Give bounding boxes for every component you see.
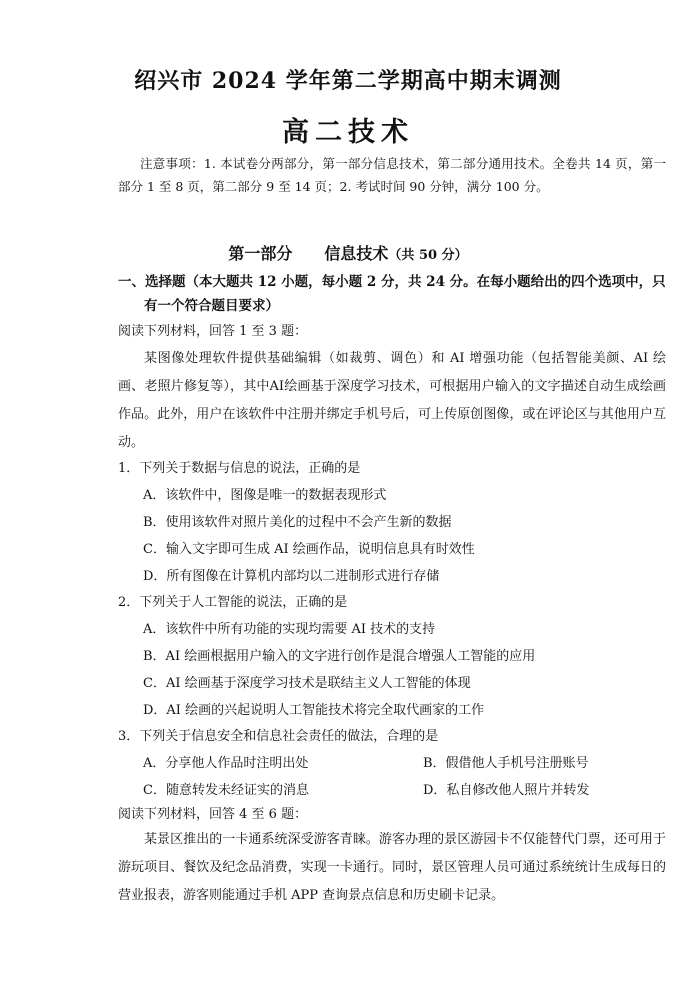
question-1-option-d: D．所有图像在计算机内部均以二进制形式进行存储 [143,569,440,584]
question-3-option-c: C．随意转发未经证实的消息 [143,783,309,798]
section-heading [118,270,666,318]
reading-intro-1: 阅读下列材料，回答 1 至 3 题： [118,324,308,339]
part-score: （共 50 分） [388,248,468,263]
part-title: 第一部分 信息技术 [228,244,389,263]
question-3-option-a: A．分享他人作品时注明出处 [143,756,309,771]
reading-intro-2: 阅读下列材料，回答 4 至 6 题： [118,807,308,822]
reading-material-2: 某景区推出的一卡通系统深受游客青睐。游客办理的景区游园卡不仅能替代门票，还可用于游玩项目、餐饮及纪念品消费，实现一卡通行。同时，景区管理人员可通过系统统计生成每日的营业报表，游客则能通过手机 APP 查询景点信息和历史刷卡记录。 [118,832,666,903]
question-3-option-d: D．私自修改他人照片并转发 [423,783,590,798]
question-2-option-d: D．AI 绘画的兴起说明人工智能技术将完全取代画家的工作 [143,703,485,718]
exam-subject: 高二技术 [282,117,414,148]
reading-material-1: 某图像处理软件提供基础编辑（如裁剪、调色）和 AI 增强功能（包括智能美颜、AI 绘画、老照片修复等），其中AI绘画基于深度学习技术，可根据用户输入的文字描述自动生成绘画作品。此外，用户在该软件中注册并绑定手机号后，可上传原创图像，或在评论区与其他用户互动。 [118,351,666,450]
question-3-option-b: B．假借他人手机号注册账号 [423,756,589,771]
question-3-stem: 3．下列关于信息安全和信息社会责任的做法，合理的是 [118,729,439,744]
question-1-option-c: C．输入文字即可生成 AI 绘画作品，说明信息具有时效性 [143,542,475,557]
exam-notice: 注意事项：1. 本试卷分两部分，第一部分信息技术，第二部分通用技术。全卷共 14 页，第一部分 1 至 8 页，第二部分 9 至 14 页；2. 考试时间 90 分钟，满分 100 分。 [118,156,666,194]
part-heading [0,241,696,264]
question-1-option-a: A．该软件中，图像是唯一的数据表现形式 [143,488,387,503]
question-1-stem: 1．下列关于数据与信息的说法，正确的是 [118,461,361,476]
question-1-option-b: B．使用该软件对照片美化的过程中不会产生新的数据 [143,515,452,530]
question-2-option-b: B．AI 绘画根据用户输入的文字进行创作是混合增强人工智能的应用 [143,649,536,664]
section-heading-line1: 一、选择题（本大题共 12 小题，每小题 2 分，共 24 分。在每小题给出的四个选项中，只 [118,274,666,290]
question-2-stem: 2．下列关于人工智能的说法，正确的是 [118,595,348,610]
question-2-option-c: C．AI 绘画基于深度学习技术是联结主义人工智能的体现 [143,676,471,691]
section-heading-line2: 有一个符合题目要求） [144,298,279,314]
exam-title: 绍兴市 2024 学年第二学期高中期末调测 [134,68,562,94]
question-2-option-a: A．该软件中所有功能的实现均需要 AI 技术的支持 [143,622,436,637]
